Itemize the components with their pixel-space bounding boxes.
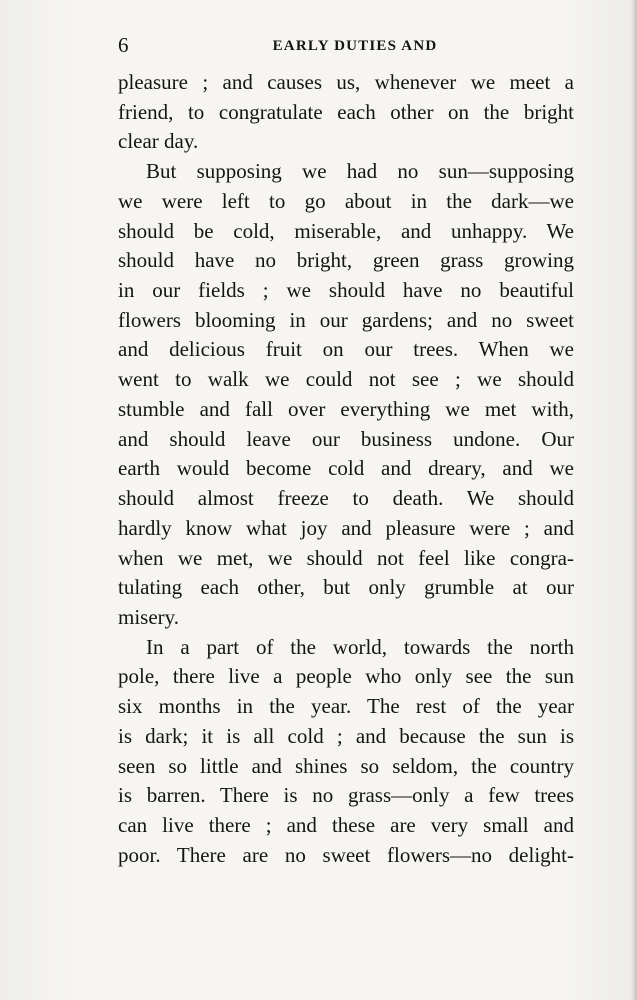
text-line: tulating each other, but only grumble at our [118,575,574,600]
text-line: can live there ; and these are very small and [118,812,574,837]
page-text [118,68,574,870]
text-line: is barren. There is no grass—only a few trees [118,783,574,808]
text-line: friend, to congratulate each other on the bright [118,99,574,124]
running-head [118,32,574,58]
text-line: misery. [118,604,180,629]
text-line: should almost freeze to death. We should [118,486,574,511]
text-line: stumble and fall over everything we met with, [118,396,574,421]
text-line: hardly know what joy and pleasure were ; and [118,515,574,540]
text-line: and should leave our business undone. Our [118,426,574,451]
text-line: and delicious fruit on our trees. When we [118,337,574,362]
text-line: went to walk we could not see ; we should [118,367,574,392]
paragraph-start-line: In a part of the world, towards the north [146,634,574,659]
text-line: is dark; it is all cold ; and because the sun is [118,723,574,748]
text-line: seen so little and shines so seldom, the country [118,753,574,778]
text-line: flowers blooming in our gardens; and no sweet [118,307,574,332]
text-line: poor. There are no sweet flowers—no delight- [118,842,574,867]
page-edge-shadow [631,0,637,1000]
text-line: should be cold, miserable, and unhappy. We [118,218,574,243]
text-line: earth would become cold and dreary, and we [118,456,574,481]
running-title: EARLY DUTIES AND [272,38,438,54]
page-number: 6 [118,33,129,57]
text-line: clear day. [118,129,199,154]
text-line: in our fields ; we should have no beautiful [118,278,574,303]
text-line: pole, there live a people who only see the sun [118,664,574,689]
text-line: should have no bright, green grass growing [118,248,574,273]
text-line: we were left to go about in the dark—we [118,188,574,213]
text-line: pleasure ; and causes us, whenever we meet a [118,70,574,94]
text-line: when we met, we should not feel like congra- [118,545,574,570]
paragraph-start-line: But supposing we had no sun—supposing [146,159,574,184]
text-line: six months in the year. The rest of the year [118,694,574,719]
